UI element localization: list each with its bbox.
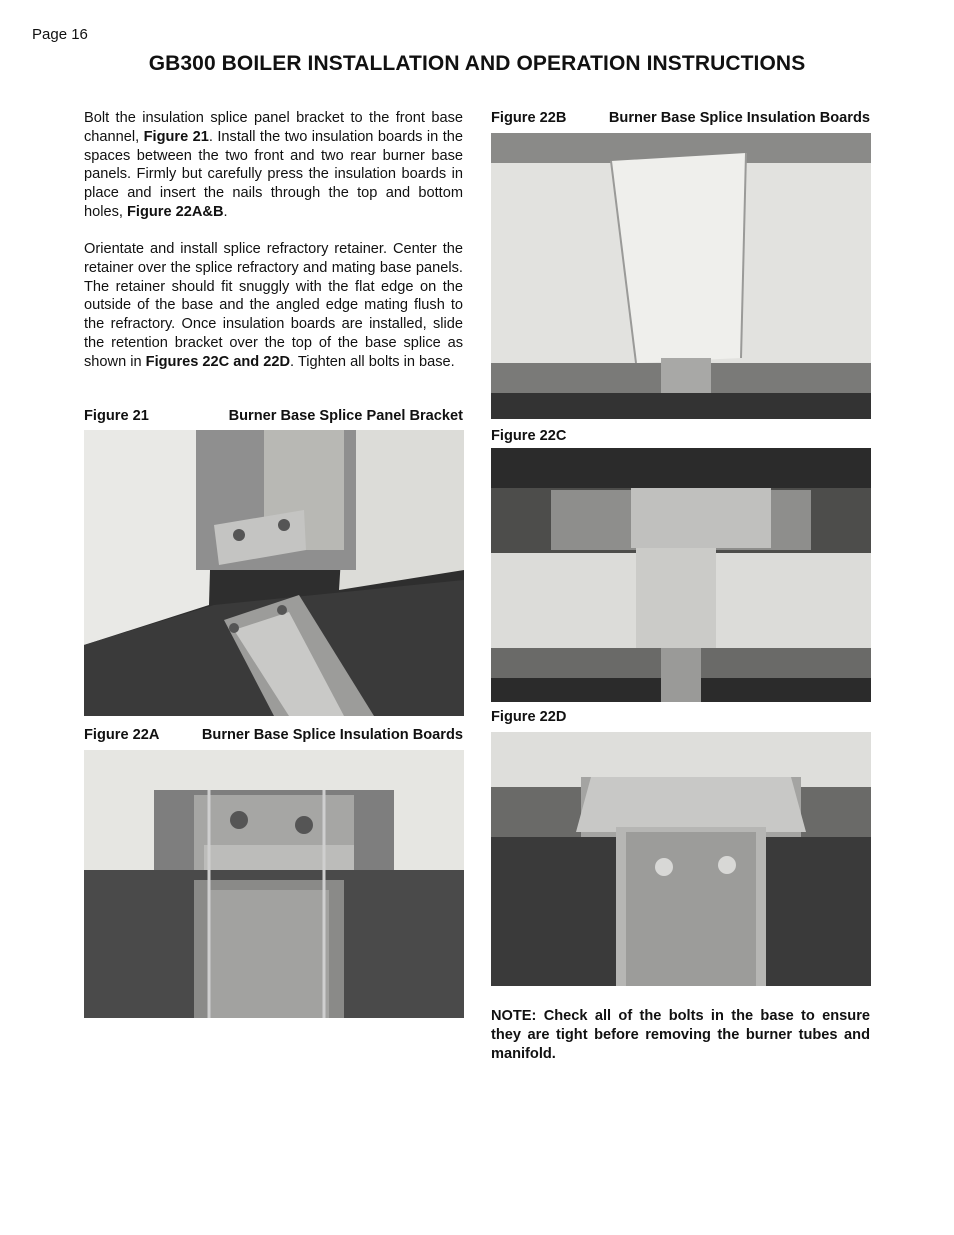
instruction-paragraph-2: Orientate and install splice refractory retainer. Center the retainer over the splice refractory and mating base panels. The retainer should fit snuggly with the flat edge on the outside of the base and the angled edge mating flush to the refractory. Once insulation boards are installed, slide the retention bracket over the top of the base splice as shown in Figures 22C and 22D. Tighten all bolts in base. <box>84 241 463 370</box>
instruction-paragraph-1: Bolt the insulation splice panel bracket to the front base channel, Figure 21. Install the two insulation boards in the spaces between the two front and two rear burner base panels. Firmly but carefully press the insulation boards in place and insert the nails through the top and bottom holes, Figure 22A&B. <box>84 110 463 220</box>
page-title: GB300 BOILER INSTALLATION AND OPERATION INSTRUCTIONS <box>148 52 806 75</box>
figure-22b-label: Figure 22B <box>491 110 567 126</box>
figure-22b-photo <box>491 133 871 419</box>
figure-21-label: Figure 21 <box>84 408 149 424</box>
figure-21-caption <box>84 408 463 424</box>
note-text: NOTE: Check all of the bolts in the base to ensure they are tight before removing the burner tubes and manifold. <box>491 1008 870 1062</box>
figure-22c-photo <box>491 448 871 702</box>
figure-22c-label: Figure 22C <box>491 428 567 444</box>
figure-21-photo <box>84 430 464 716</box>
figure-22a-photo <box>84 750 464 1018</box>
figure-21-title: Burner Base Splice Panel Bracket <box>228 408 463 424</box>
figure-22b-title: Burner Base Splice Insulation Boards <box>608 110 870 126</box>
figure-22d-photo <box>491 732 871 986</box>
figure-22b-caption <box>491 110 870 126</box>
page-number: Page 16 <box>32 26 88 43</box>
figure-22a-title: Burner Base Splice Insulation Boards <box>201 727 463 743</box>
figure-22d-caption <box>491 709 870 725</box>
figure-22c-caption <box>491 428 870 444</box>
figure-22a-label: Figure 22A <box>84 727 160 743</box>
figure-22a-caption <box>84 727 463 743</box>
figure-22d-label: Figure 22D <box>491 709 567 725</box>
